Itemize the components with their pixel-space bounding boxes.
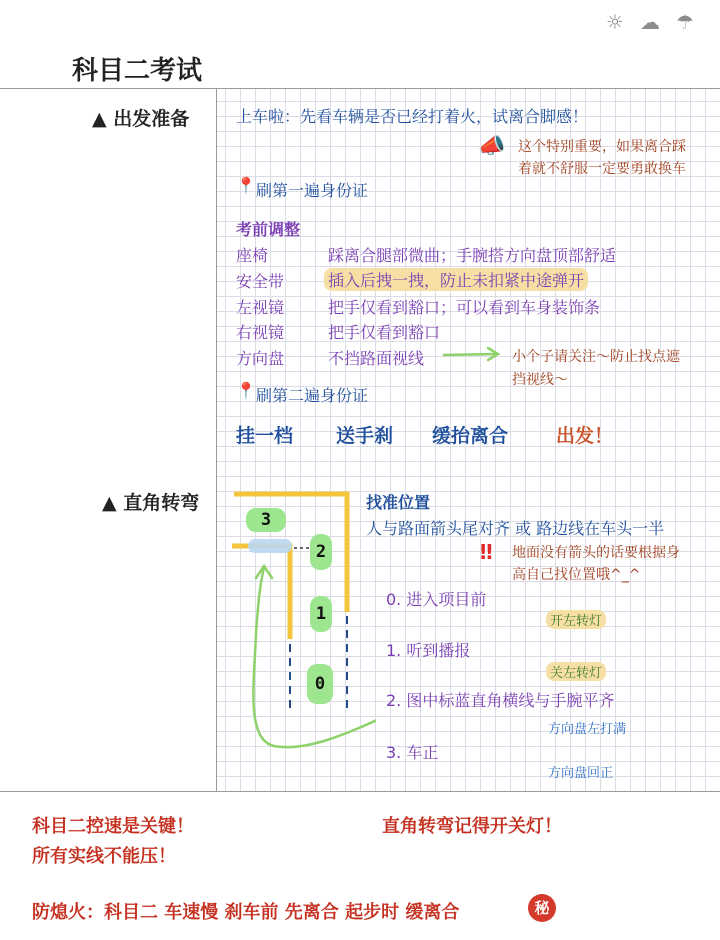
adjust-desc: 不挡路面视线 — [328, 349, 425, 368]
id-first: 刷第一遍身份证 — [256, 181, 369, 200]
footer-left-1: 科目二控速是关键！ — [32, 816, 194, 837]
pin-icon: 📍 — [236, 176, 256, 195]
arrow-icon — [440, 344, 504, 364]
warn-2: 高自己找位置哦^_^ — [512, 567, 641, 583]
footer-right: 直角转弯记得开关灯！ — [382, 816, 562, 837]
step-clutch: 缓抬离合 — [432, 425, 509, 447]
page-title: 科目二考试 — [72, 56, 203, 86]
step-gear: 挂一档 — [236, 425, 294, 447]
adjust-title: 考前调整 — [236, 220, 301, 239]
blue-alignment-marker — [248, 539, 292, 553]
wheel-tip: 方向盘回正 — [548, 766, 614, 781]
title-band — [216, 40, 720, 88]
find-desc: 人与路面箭头尾对齐 或 路边线在车头一半 — [366, 519, 665, 538]
cloud-icon[interactable]: ☁ — [640, 10, 660, 34]
turn-step: 2. 图中标蓝直角横线与手腕平齐 — [386, 691, 615, 710]
step-go: 出发！ — [556, 425, 614, 447]
footer-left-2: 所有实线不能压！ — [32, 846, 176, 867]
tag-left-signal-off: 关左转灯 — [546, 662, 606, 681]
sun-icon[interactable]: ☼ — [606, 10, 624, 34]
id-second: 刷第二遍身份证 — [256, 386, 369, 405]
adjust-item: 安全带 — [236, 272, 285, 291]
tag-left-signal-on: 开左转灯 — [546, 610, 606, 629]
marker-3: 3 — [246, 508, 286, 532]
adjust-desc-highlight: 插入后拽一拽，防止未扣紧中途弹开 — [324, 268, 588, 291]
wheel-tip: 方向盘左打满 — [548, 722, 627, 737]
pin-icon: 📍 — [236, 381, 256, 400]
megaphone-icon: 📣 — [478, 134, 506, 159]
adjust-item: 右视镜 — [236, 323, 285, 342]
start-note-2: 着就不舒服一定要勇敢换车 — [518, 161, 686, 177]
marker-2: 2 — [310, 534, 332, 570]
step-handbrake: 送手刹 — [336, 425, 394, 447]
start-line1: 上车啦：先看车辆是否已经打着火，试离合脚感！ — [236, 107, 589, 126]
adjust-desc: 把手仅看到豁口；可以看到车身装饰条 — [328, 298, 601, 317]
turn-path-arrow — [253, 568, 376, 747]
header-divider — [0, 88, 720, 89]
margin-column — [0, 40, 216, 792]
section-turn-heading: ▲ 直角转弯 — [102, 492, 200, 514]
warn-1: 地面没有箭头的话要根据身 — [512, 545, 680, 561]
adjust-desc: 把手仅看到豁口 — [328, 323, 441, 342]
turn-step: 0. 进入项目前 — [386, 590, 487, 609]
warning-icon: ‼ — [480, 540, 493, 564]
section-start-heading: ▲ 出发准备 — [92, 108, 190, 130]
adjust-item: 左视镜 — [236, 298, 285, 317]
footer-bottom: 防熄火：科目二 车速慢 刹车前 先离合 起步时 缓离合 — [32, 902, 460, 923]
adjust-item: 方向盘 — [236, 349, 285, 368]
wheel-note-2: 挡视线～ — [512, 372, 568, 388]
marker-0: 0 — [307, 664, 333, 704]
turn-step: 1. 听到播报 — [386, 641, 471, 660]
seal-stamp: 秘 — [528, 894, 556, 922]
cloud-rain-icon[interactable]: ☂ — [676, 10, 694, 34]
wheel-note-1: 小个子请关注～防止找点遮 — [512, 349, 680, 365]
marker-1: 1 — [310, 596, 332, 632]
adjust-desc: 踩离合腿部微曲；手腕搭方向盘顶部舒适 — [328, 246, 617, 265]
find-title: 找准位置 — [366, 493, 431, 512]
turn-step: 3. 车正 — [386, 743, 439, 762]
start-note-1: 这个特别重要，如果离合踩 — [518, 139, 686, 155]
margin-divider — [216, 40, 217, 792]
adjust-item: 座椅 — [236, 246, 269, 265]
